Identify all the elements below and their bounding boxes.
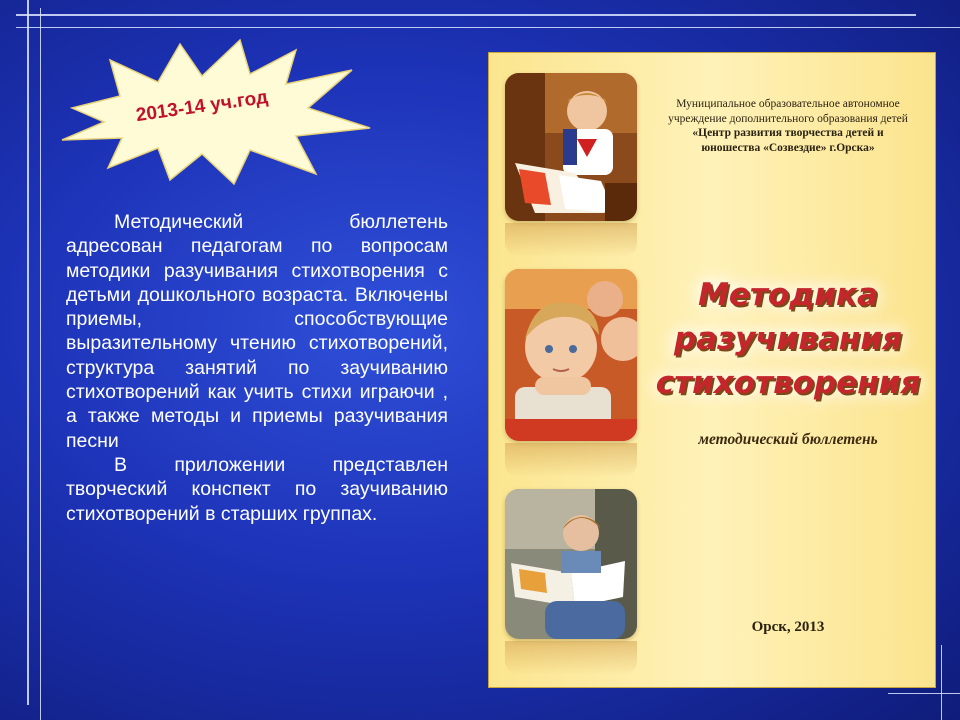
badge-label: 2013-14 уч.год bbox=[134, 86, 270, 127]
cover-photo-boy-with-book bbox=[505, 489, 637, 639]
cover-photo-thoughtful-boy bbox=[505, 269, 637, 441]
cover-title-line-3: стихотворения bbox=[655, 365, 921, 401]
frame-line-left-inner bbox=[40, 8, 41, 720]
cover-photo-child-reading bbox=[505, 73, 637, 221]
description-paragraph-1: Методический бюллетень адресован педагогам по вопросам методики разучивания стихотворения с детьми дошкольного возраста. Включены приемы, способствующие выразительному чтению стихотворений, структура занятий по заучиванию стихотворений как учить стихи играючи , а также методы и приемы разучивания песни bbox=[66, 211, 448, 452]
cover-title-line-2: разучивания bbox=[674, 321, 902, 357]
frame-line-right bbox=[941, 645, 942, 720]
cover-photo-reflection-3 bbox=[505, 641, 637, 675]
cover-organization bbox=[647, 97, 929, 155]
description-paragraph-2: В приложении представлен творческий конспект по заучиванию стихотворений в старших группах. bbox=[66, 453, 448, 525]
book-cover bbox=[488, 52, 936, 688]
cover-title bbox=[645, 273, 931, 405]
cover-photo-reflection-1 bbox=[505, 223, 637, 257]
cover-title-line-1: Методика bbox=[698, 277, 878, 313]
frame-line-bottom bbox=[888, 693, 960, 694]
cover-footer: Орск, 2013 bbox=[751, 619, 825, 635]
frame-line-top-inner bbox=[16, 27, 960, 28]
cover-subtitle: методический бюллетень bbox=[698, 431, 878, 448]
org-line-4: юношества «Созвездие» г.Орска» bbox=[701, 141, 875, 154]
frame-line-top bbox=[16, 14, 916, 16]
frame-line-left bbox=[27, 0, 29, 705]
org-line-2: учреждение дополнительного образования детей bbox=[668, 112, 908, 125]
cover-photo-reflection-2 bbox=[505, 443, 637, 477]
org-line-3: «Центр развития творчества детей и bbox=[692, 127, 884, 139]
org-line-1: Муниципальное образовательное автономное bbox=[676, 98, 900, 110]
description-text bbox=[66, 210, 448, 526]
